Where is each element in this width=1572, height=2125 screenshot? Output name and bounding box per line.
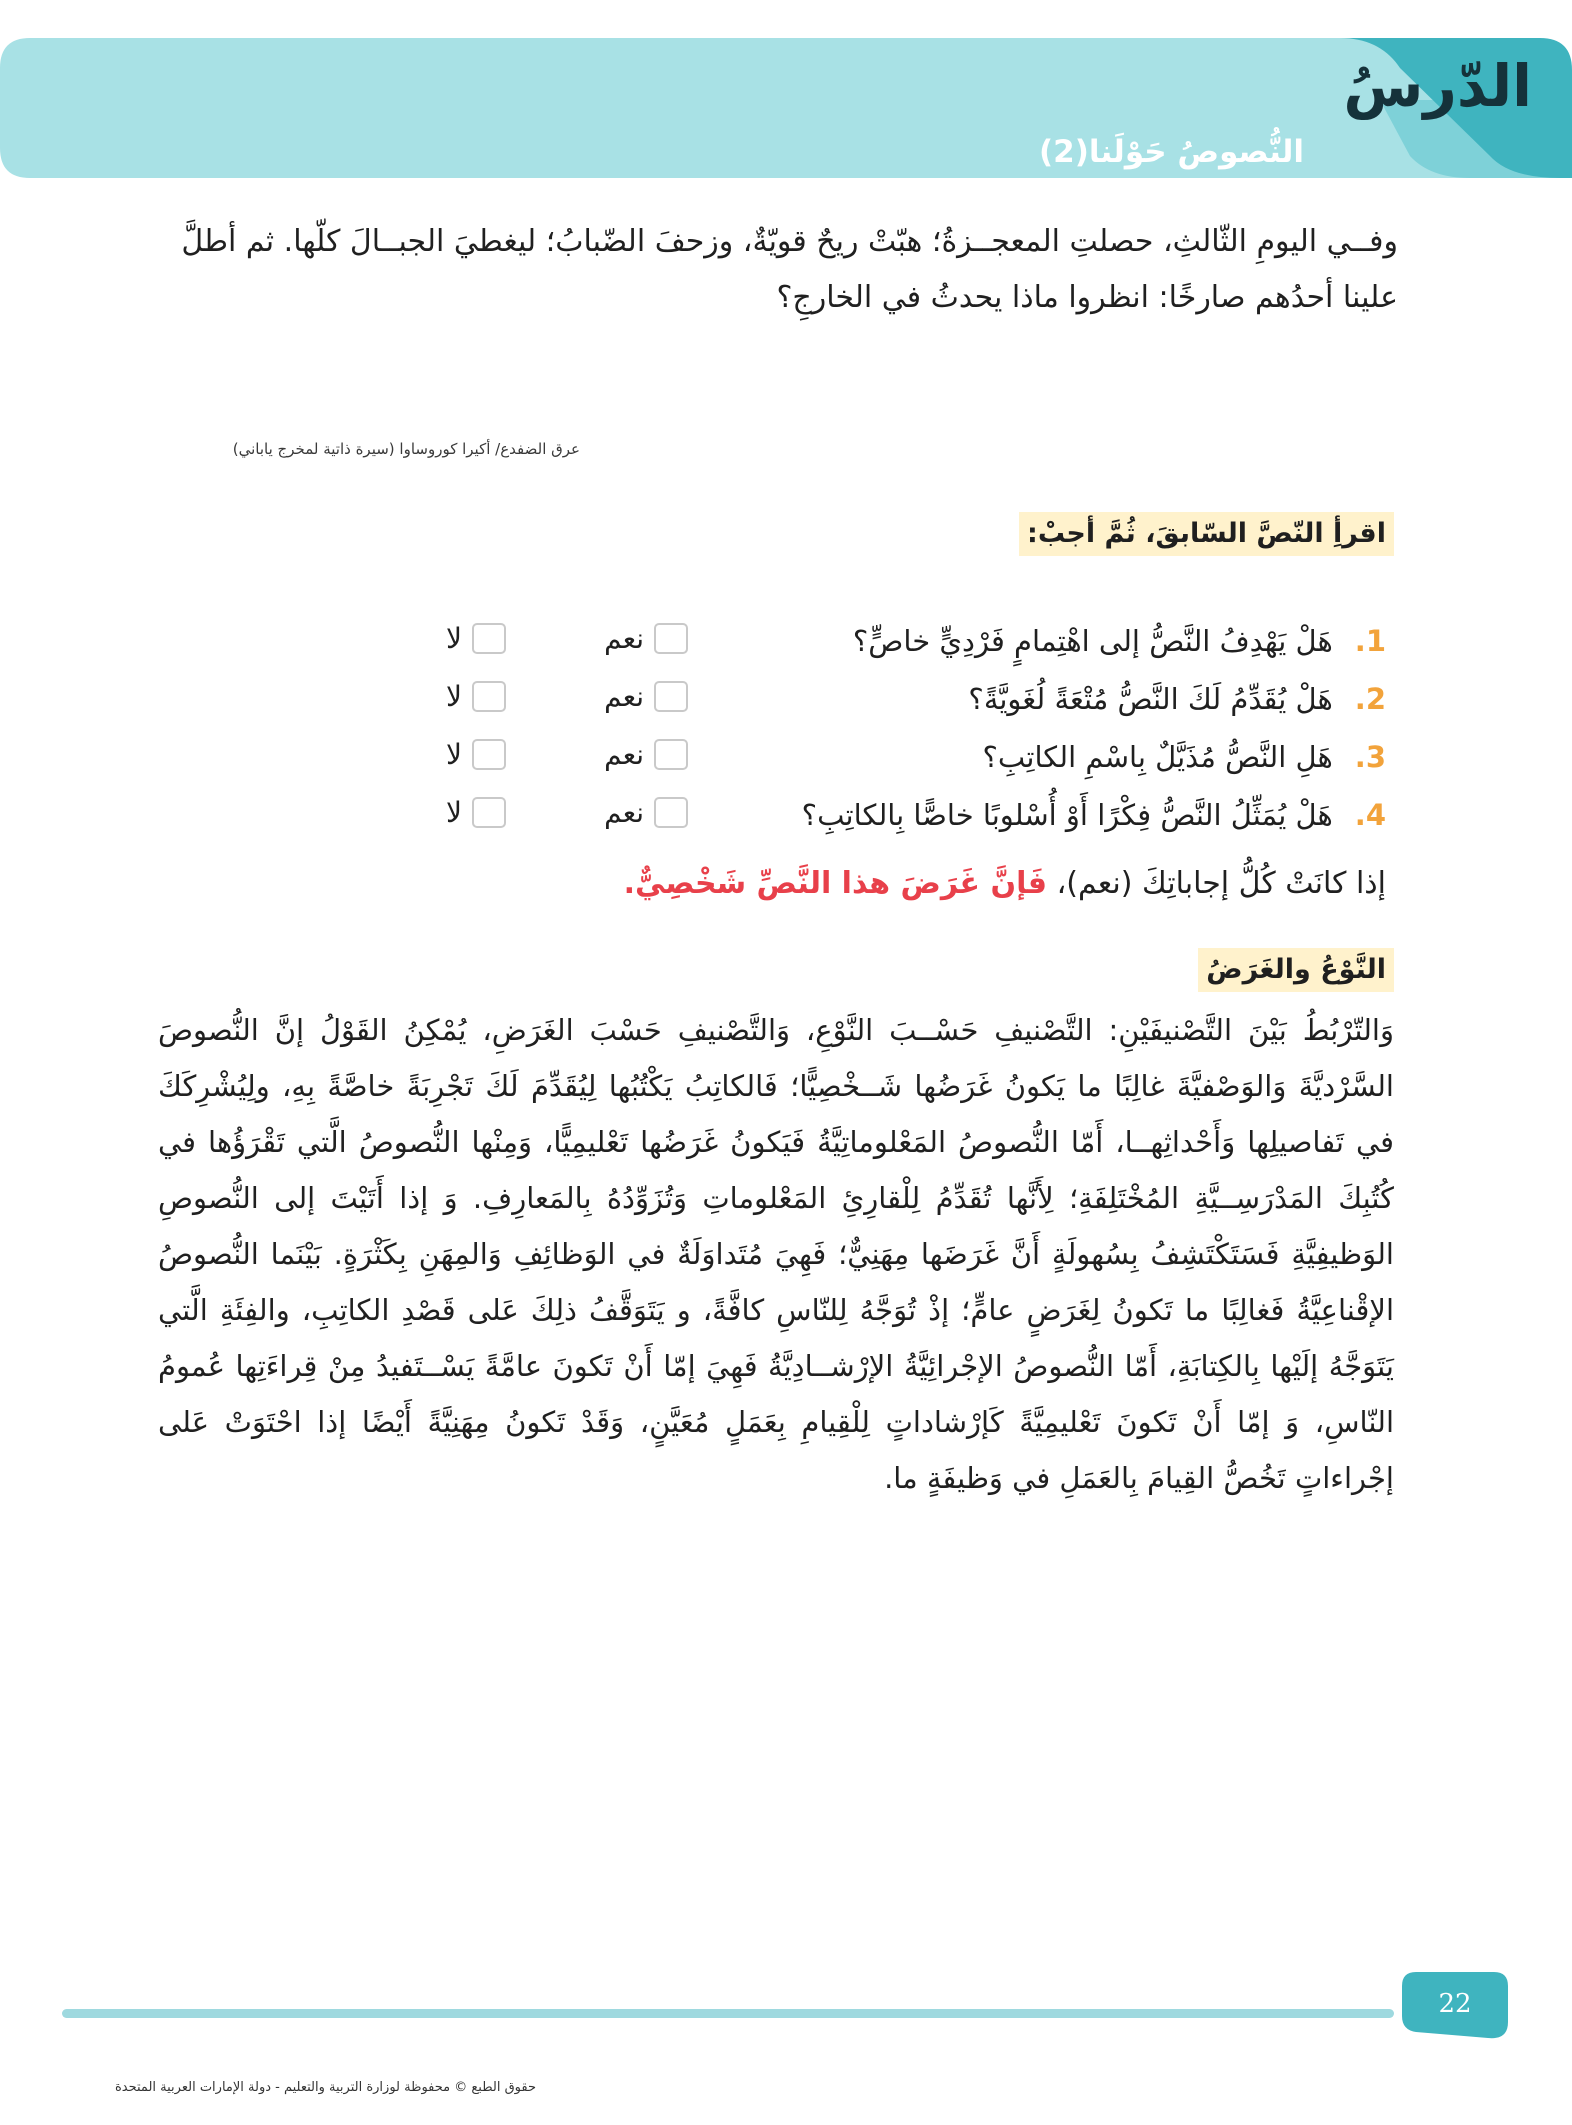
- no-label: لا: [446, 738, 462, 771]
- conclusion-prefix: إذا كانَتْ كُلُّ إجاباتِكَ (نعم)،: [1056, 866, 1386, 901]
- question-text: هَلْ يُمَثِّلُ النَّصُّ فِكْرًا أَوْ أُسْلوبًا خاصًّا بِالكاتِبِ؟: [801, 798, 1333, 832]
- no-label: لا: [446, 796, 462, 829]
- question-item: [186, 612, 1386, 670]
- lesson-title: الدّرسُ: [1343, 52, 1532, 120]
- question-number: 4.: [1354, 798, 1386, 832]
- read-section-heading: اقرأِ النّصَّ السّابقَ، ثُمَّ أجبْ:: [1019, 512, 1394, 556]
- answer-yes[interactable]: [604, 680, 688, 713]
- question-item: [186, 670, 1386, 728]
- yes-checkbox[interactable]: [654, 797, 688, 828]
- answer-no[interactable]: [446, 796, 506, 829]
- type-section-body: وَالتّرْبُطُ بَيْنَ التَّصْنيفَيْنِ: التَّصْنيفِ حَسْــبَ النَّوْعِ، وَالتَّصْنيفِ حَسْبَ الغَرَضِ، يُمْكِنُ القَوْلُ إنَّ النُّصوصَ السَّرْديَّةَ وَالوَصْفيَّةَ غالِبًا ما يَكونُ غَرَضُها شَــخْصِيًّا؛ فَالكاتِبُ يَكْتُبُها لِيُقَدِّمَ لَكَ تَجْرِبَةً خاصَّةً بِهِ، ولِيُشْرِكَكَ في تَفاصيلِها وَأَحْداثِهــا، أَمّا النُّصوصُ المَعْلوماتِيَّةُ فَيَكونُ غَرَضُها تَعْليمِيًّا، وَمِنْها النُّصوصُ الَّتي تَقْرَؤُها في كُتُبِكَ المَدْرَسِــيَّةِ المُخْتَلِفَةِ؛ لِأَنَّها تُقَدِّمُ لِلْقارِئِ المَعْلوماتِ وَتُزَوِّدُهُ بِالمَعارِفِ. وَ إذا أَتَيْتَ إلى النُّصوصِ الوَظيفِيَّةِ فَسَتَكْتَشِفُ بِسُهولَةٍ أَنَّ غَرَضَها مِهَنِيٌّ؛ فَهِيَ مُتَداوَلَةٌ في الوَظائِفِ وَالمِهَنِ بِكَثْرَةٍ. بَيْنَما النُّصوصُ الإقْناعِيَّةُ فَغالِبًا ما تَكونُ لِغَرَضٍ عامٍّ؛ إذْ تُوَجَّهُ لِلنّاسِ كافَّةً، و يَتَوَقَّفُ ذلِكَ عَلى قَصْدِ الكاتِبِ، والفِئَةِ الَّتي يَتَوَجَّهُ إلَيْها بِالكِتابَةِ، أَمّا النُّصوصُ الإجْرائِيَّةُ الإرْشــادِيَّةُ فَهِيَ إمّا أَنْ تَكونَ عامَّةً يَسْــتَفيدُ مِنْ قِراءَتِها عُمومُ النّاسِ، وَ إمّا أَنْ تَكونَ تَعْليمِيَّةً كَإرْشاداتٍ لِلْقِيامِ بِعَمَلٍ مُعَيَّنٍ، وَقَدْ تَكونُ مِهَنِيَّةً أَيْضًا إذا احْتَوَتْ عَلى إجْراءاتٍ تَخُصُّ القِيامَ بِالعَمَلِ في وَظيفَةٍ ما.: [158, 1013, 1394, 1495]
- question-item: [186, 728, 1386, 786]
- no-label: لا: [446, 680, 462, 713]
- conclusion: [624, 866, 1386, 901]
- intro-paragraph: وفــي اليومِ الثّالثِ، حصلتِ المعجــزةُ؛ هبّتْ ريحٌ قويّةٌ، وزحفَ الضّبابُ؛ ليغطيَ الجبــالَ كلّها. ثم أطلَّ علينا أحدُهم صارخًا: انظروا ماذا يحدثُ في الخارجِ؟: [181, 224, 1398, 315]
- question-number: 3.: [1354, 740, 1386, 774]
- yes-label: نعم: [604, 796, 644, 829]
- page-number: 22: [1438, 1989, 1472, 2019]
- yes-label: نعم: [604, 680, 644, 713]
- no-checkbox[interactable]: [472, 623, 506, 654]
- yes-checkbox[interactable]: [654, 623, 688, 654]
- no-label: لا: [446, 622, 462, 655]
- no-checkbox[interactable]: [472, 797, 506, 828]
- yes-checkbox[interactable]: [654, 681, 688, 712]
- no-checkbox[interactable]: [472, 681, 506, 712]
- question-item: [186, 786, 1386, 844]
- type-section-heading: النَّوْعُ والغَرَضُ: [1198, 948, 1394, 992]
- yes-checkbox[interactable]: [654, 739, 688, 770]
- question-number: 1.: [1354, 624, 1386, 658]
- question-text: هَلِ النَّصُّ مُذَيَّلٌ بِاسْمِ الكاتِبِ؟: [982, 740, 1333, 774]
- answer-no[interactable]: [446, 622, 506, 655]
- answer-no[interactable]: [446, 680, 506, 713]
- answer-yes[interactable]: [604, 622, 688, 655]
- no-checkbox[interactable]: [472, 739, 506, 770]
- header-band: [0, 38, 1572, 178]
- header-shape: [0, 38, 1572, 178]
- yes-label: نعم: [604, 738, 644, 771]
- question-text: هَلْ يَهْدِفُ النَّصُّ إلى اهْتِمامٍ فَرْدِيٍّ خاصٍّ؟: [852, 624, 1333, 658]
- question-text: هَلْ يُقَدِّمُ لَكَ النَّصُّ مُتْعَةً لُغَويَّةً؟: [968, 682, 1333, 716]
- answer-no[interactable]: [446, 738, 506, 771]
- source-citation: عرق الضفدع/ أكيرا كوروساوا (سيرة ذاتية لمخرج ياباني): [232, 440, 580, 458]
- footer-line: [62, 2009, 1394, 2018]
- lesson-subtitle: النُّصوصُ حَوْلَنا(2): [1038, 134, 1304, 170]
- yes-label: نعم: [604, 622, 644, 655]
- question-number: 2.: [1354, 682, 1386, 716]
- answer-yes[interactable]: [604, 738, 688, 771]
- question-list: [186, 612, 1386, 844]
- answer-yes[interactable]: [604, 796, 688, 829]
- conclusion-highlight: فَإنَّ غَرَضَ هذا النَّصِّ شَخْصِيٌّ.: [623, 866, 1048, 901]
- copyright-notice: حقوق الطبع © محفوظة لوزارة التربية والتعليم - دولة الإمارات العربية المتحدة: [114, 2080, 536, 2095]
- page-number-badge: [1402, 1972, 1508, 2040]
